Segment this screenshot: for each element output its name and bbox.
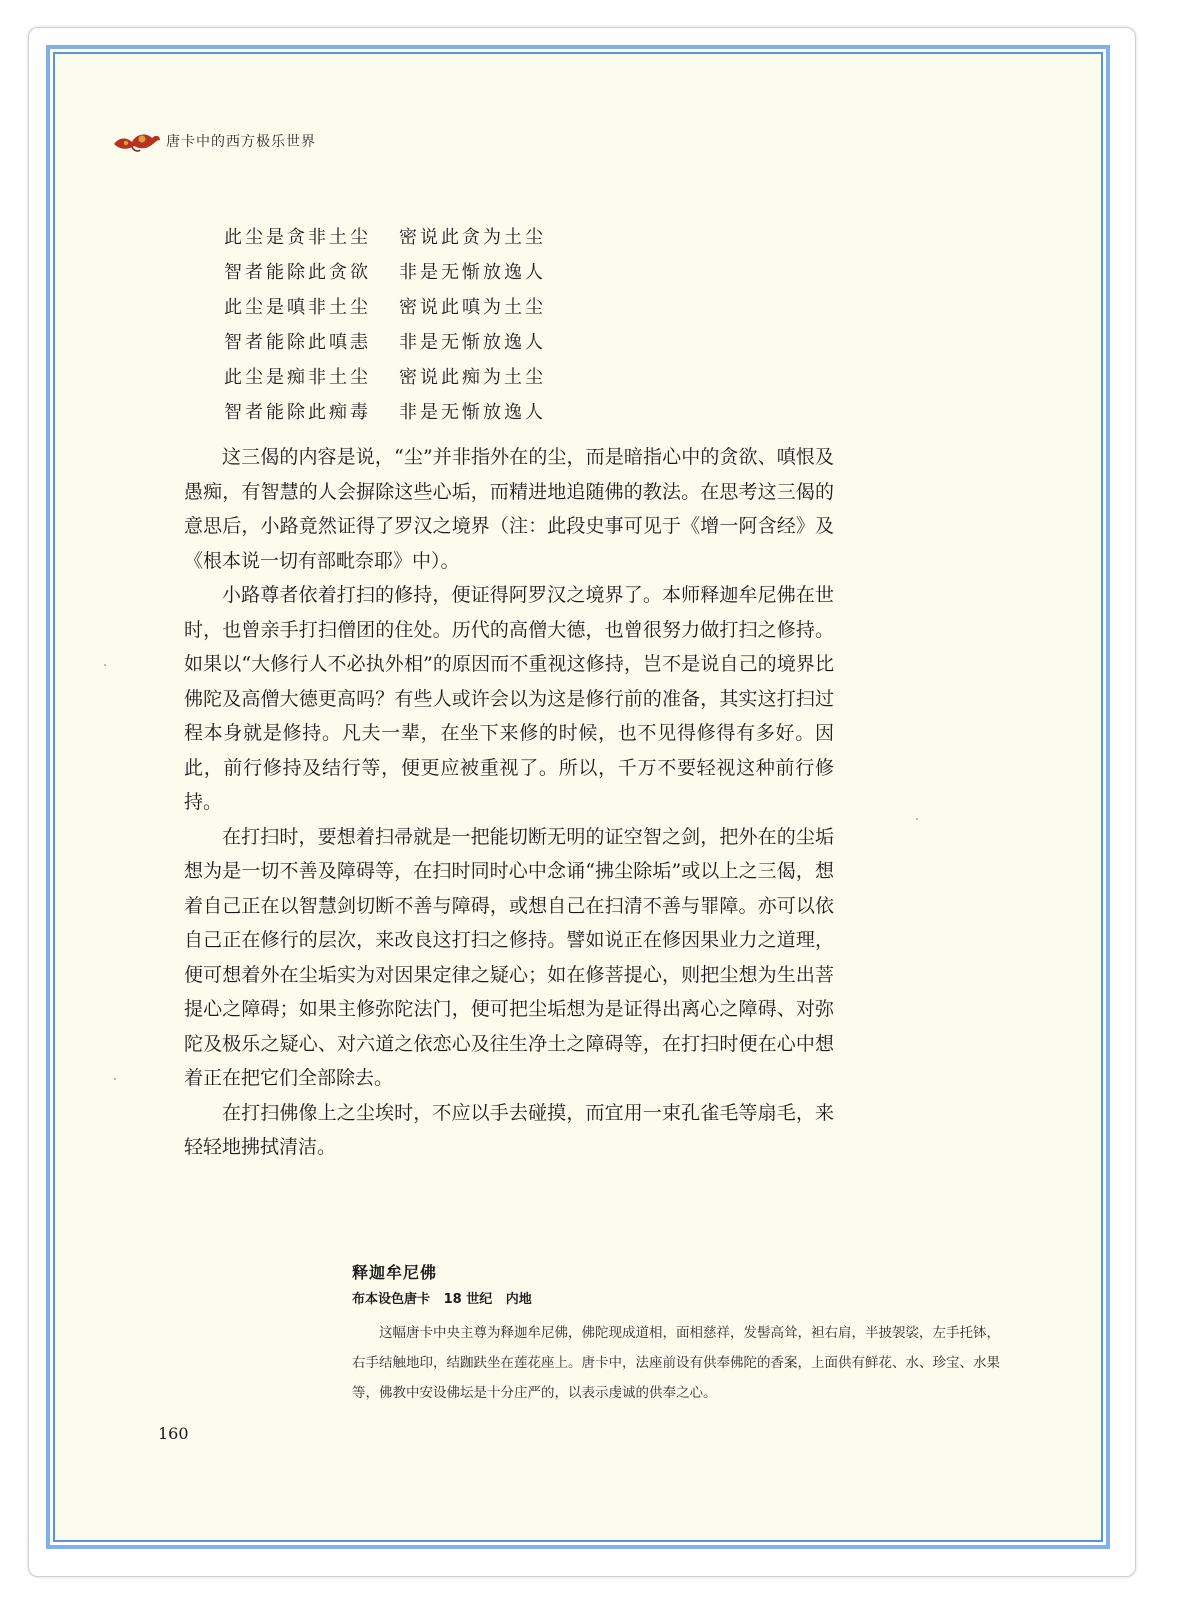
running-header xyxy=(112,128,316,154)
verse-first-half: 此尘是痴非土尘 xyxy=(224,367,371,388)
verse-line xyxy=(224,290,546,325)
header-title: 唐卡中的西方极乐世界 xyxy=(166,134,316,150)
verse-second-half: 非是无惭放逸人 xyxy=(399,332,546,353)
caption-title: 释迦牟尼佛 xyxy=(352,1263,438,1282)
paper-speck xyxy=(104,664,106,666)
verse-line xyxy=(224,255,546,290)
paragraph: 在打扫时，要想着扫帚就是一把能切断无明的证空智之剑，把外在的尘垢想为是一切不善及障碍等，在扫时同时心中念诵“拂尘除垢”或以上之三偈，想着自己正在以智慧剑切断不善与障碍，或想自己在扫清不善与罪障。亦可以依自己正在修行的层次，来改良这打扫之修持。譬如说正在修因果业力之道理，便可想着外在尘垢实为对因果定律之疑心；如在修菩提心，则把尘想为生出菩提心之障碍；如果主修弥陀法门，便可把尘垢想为是证得出离心之障碍、对弥陀及极乐之疑心、对六道之依恋心及往生净土之障碍等，在打扫时便在心中想着正在把它们全部除去。 xyxy=(184,825,834,1089)
verse-line xyxy=(224,395,546,430)
caption-subtitle: 布本设色唐卡 18 世纪 内地 xyxy=(352,1292,532,1307)
verse-second-half: 非是无惭放逸人 xyxy=(399,402,546,423)
tangka-ornament-icon xyxy=(112,128,162,154)
verse-first-half: 智者能除此嗔恚 xyxy=(224,332,371,353)
paragraph: 在打扫佛像上之尘埃时，不应以手去碰摸，而宜用一束孔雀毛等扇毛，来轻轻地拂拭清洁。 xyxy=(184,1101,834,1158)
verse-first-half: 此尘是嗔非土尘 xyxy=(224,297,371,318)
body-text xyxy=(184,440,834,1165)
verse-first-half: 智者能除此贪欲 xyxy=(224,262,371,283)
verse-line xyxy=(224,325,546,360)
verse-line xyxy=(224,220,546,255)
verse-second-half: 密说此痴为土尘 xyxy=(399,367,546,388)
verse-line xyxy=(224,360,546,395)
verse-second-half: 非是无惭放逸人 xyxy=(399,262,546,283)
caption-body: 这幅唐卡中央主尊为释迦牟尼佛，佛陀现成道相，面相慈祥，发髻高耸，袒右肩，半披袈裟，左手托钵，右手结触地印，结跏趺坐在莲花座上。唐卡中，法座前设有供奉佛陀的香案，上面供有鲜花、水、珍宝、水果等，佛教中安设佛坛是十分庄严的，以表示虔诚的供奉之心。 xyxy=(352,1325,1000,1401)
verse-first-half: 智者能除此痴毒 xyxy=(224,402,371,423)
paragraph: 小路尊者依着打扫的修持，便证得阿罗汉之境界了。本师释迦牟尼佛在世时，也曾亲手打扫僧团的住处。历代的高僧大德，也曾很努力做打扫之修持。如果以“大修行人不必执外相”的原因而不重视这修持，岂不是说自己的境界比佛陀及高僧大德更高吗？有些人或许会以为这是修行前的准备，其实这打扫过程本身就是修持。凡夫一辈，在坐下来修的时候，也不见得修得有多好。因此，前行修持及结行等，便更应被重视了。所以，千万不要轻视这种前行修持。 xyxy=(184,584,834,813)
verse-second-half: 密说此贪为土尘 xyxy=(399,227,546,248)
paper-speck xyxy=(114,1078,116,1080)
verse-first-half: 此尘是贪非土尘 xyxy=(224,227,371,248)
page-number: 160 xyxy=(158,1424,189,1443)
paragraph: 这三偈的内容是说，“尘”并非指外在的尘，而是暗指心中的贪欲、嗔恨及愚痴，有智慧的人会摒除这些心垢，而精进地追随佛的教法。在思考这三偈的意思后，小路竟然证得了罗汉之境界（注：此段史事可见于《增一阿含经》及《根本说一切有部毗奈耶》中）。 xyxy=(184,446,834,572)
verse-second-half: 密说此嗔为土尘 xyxy=(399,297,546,318)
verse-block xyxy=(224,220,546,430)
paper-speck xyxy=(916,818,918,820)
